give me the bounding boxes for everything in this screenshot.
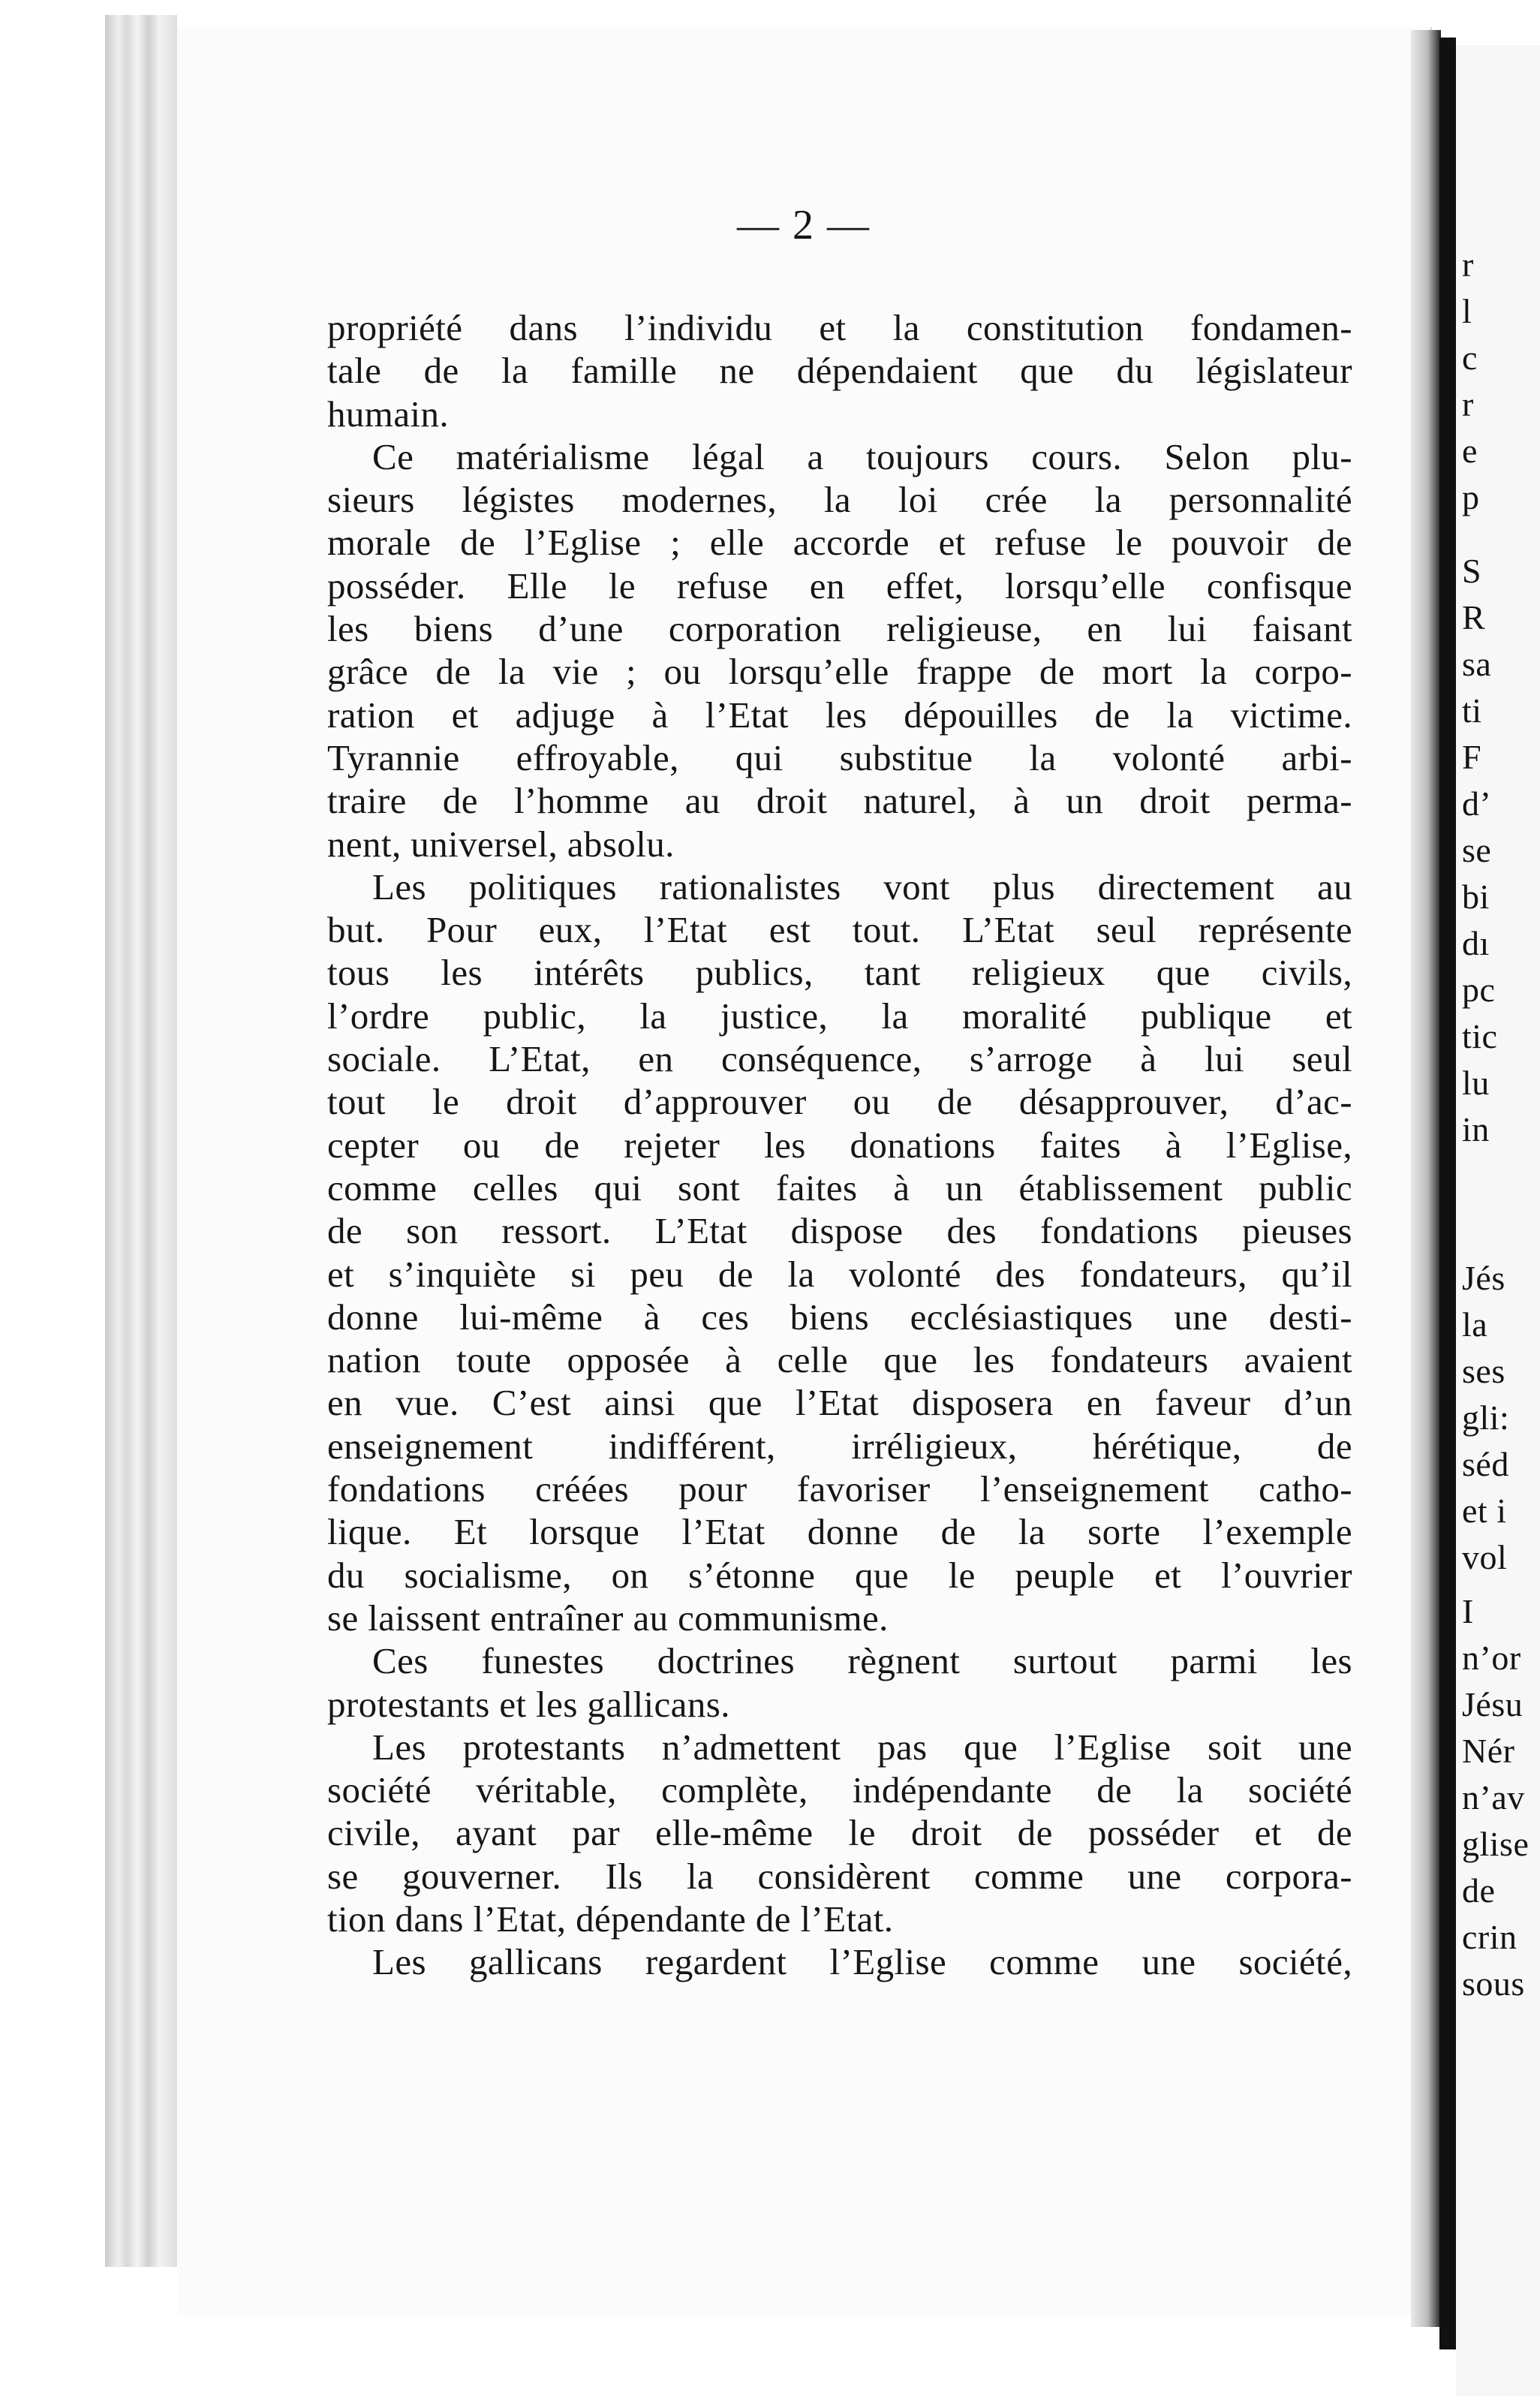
text-line: posséder. Elle le refuse en effet, lorsqu’elle confisque bbox=[327, 564, 1352, 607]
facing-page-fragment: pc bbox=[1462, 971, 1496, 1009]
facing-page-fragment: n’or bbox=[1462, 1639, 1521, 1677]
facing-page-fragment: Jésu bbox=[1462, 1685, 1523, 1723]
text-line: et s’inquiète si peu de la volonté des fondateurs, qu’il bbox=[327, 1253, 1352, 1295]
facing-page-fragment: sous bbox=[1462, 1964, 1525, 2003]
text-line: cepter ou de rejeter les donations faites à l’Eglise, bbox=[327, 1124, 1352, 1166]
facing-page-fragment: crin bbox=[1462, 1918, 1517, 1956]
book-gutter bbox=[1439, 38, 1456, 2349]
text-line: humain. bbox=[327, 393, 450, 435]
facing-page-fragment: gli: bbox=[1462, 1398, 1510, 1437]
text-line: Tyrannie effroyable, qui substitue la volonté arbi- bbox=[327, 736, 1352, 778]
text-line: Ces funestes doctrines règnent surtout parmi les bbox=[372, 1640, 1352, 1682]
text-line: enseignement indifférent, irréligieux, hérétique, de bbox=[327, 1425, 1352, 1467]
facing-page-fragment: R bbox=[1462, 598, 1486, 637]
facing-page-fragment: glise bbox=[1462, 1825, 1529, 1863]
text-line: morale de l’Eglise ; elle accorde et refuse le pouvoir de bbox=[327, 522, 1352, 564]
facing-page-fragment: r bbox=[1462, 245, 1474, 284]
text-line: en vue. C’est ainsi que l’Etat disposera en faveur d’un bbox=[327, 1382, 1352, 1424]
page-fold-shadow bbox=[1411, 30, 1441, 2327]
text-line: protestants et les gallicans. bbox=[327, 1683, 730, 1725]
text-line: tion dans l’Etat, dépendante de l’Etat. bbox=[327, 1898, 894, 1940]
text-line: se gouverner. Ils la considèrent comme une corpora- bbox=[327, 1855, 1352, 1897]
facing-page-fragment: la bbox=[1462, 1305, 1488, 1344]
facing-page-fragment: l bbox=[1462, 292, 1472, 330]
text-line: donne lui-même à ces biens ecclésiastiques une desti- bbox=[327, 1296, 1352, 1338]
facing-page-fragment: e bbox=[1462, 432, 1478, 470]
page-number: — 2 — bbox=[737, 202, 871, 248]
text-line: traire de l’homme au droit naturel, à un droit perma- bbox=[327, 780, 1352, 822]
facing-page-fragment: Nér bbox=[1462, 1732, 1515, 1770]
facing-page-fragment: p bbox=[1462, 478, 1480, 516]
text-line: tous les intérêts publics, tant religieux que civils, bbox=[327, 952, 1352, 994]
text-line: sociale. L’Etat, en conséquence, s’arroge à lui seul bbox=[327, 1038, 1352, 1080]
facing-page-fragment: lu bbox=[1462, 1064, 1490, 1102]
body-text bbox=[327, 306, 1352, 1984]
book-page bbox=[177, 27, 1432, 2316]
page-stack-edge bbox=[105, 15, 177, 2267]
facing-page-fragment: I bbox=[1462, 1592, 1474, 1630]
facing-page-fragment: séd bbox=[1462, 1445, 1509, 1483]
facing-page-fragment: ti bbox=[1462, 691, 1482, 730]
facing-page-fragment: ses bbox=[1462, 1352, 1505, 1390]
text-line: sieurs légistes modernes, la loi crée la personnalité bbox=[327, 479, 1352, 521]
text-line: ration et adjuge à l’Etat les dépouilles de la victime. bbox=[327, 694, 1352, 736]
facing-page-fragment: r bbox=[1462, 385, 1474, 423]
text-line: grâce de la vie ; ou lorsqu’elle frappe de mort la corpo- bbox=[327, 651, 1352, 693]
text-line: Ce matérialisme légal a toujours cours. Selon plu- bbox=[372, 435, 1352, 477]
facing-page-fragment: F bbox=[1462, 738, 1482, 776]
facing-page-fragment: sa bbox=[1462, 645, 1492, 683]
text-line: de son ressort. L’Etat dispose des fondations pieuses bbox=[327, 1210, 1352, 1252]
text-line: se laissent entraîner au communisme. bbox=[327, 1597, 889, 1639]
text-line: tale de la famille ne dépendaient que du législateur bbox=[327, 350, 1352, 392]
facing-page-fragment: n’av bbox=[1462, 1778, 1525, 1817]
facing-page-fragment: c bbox=[1462, 339, 1478, 377]
text-line: Les politiques rationalistes vont plus directement au bbox=[372, 865, 1352, 908]
text-line: Les protestants n’admettent pas que l’Eglise soit une bbox=[372, 1726, 1352, 1768]
facing-page-fragment: dı bbox=[1462, 924, 1490, 962]
facing-page-fragment: vol bbox=[1462, 1538, 1508, 1576]
text-line: nation toute opposée à celle que les fondateurs avaient bbox=[327, 1339, 1352, 1381]
text-line: tout le droit d’approuver ou de désapprouver, d’ac- bbox=[327, 1081, 1352, 1123]
text-line: fondations créées pour favoriser l’enseignement catho- bbox=[327, 1468, 1352, 1510]
facing-page-fragment: tic bbox=[1462, 1017, 1498, 1055]
text-line: Les gallicans regardent l’Eglise comme une société, bbox=[372, 1941, 1352, 1983]
text-line: propriété dans l’individu et la constitution fondamen- bbox=[327, 307, 1352, 348]
facing-page-fragment: in bbox=[1462, 1110, 1490, 1148]
text-line: comme celles qui sont faites à un établissement public bbox=[327, 1166, 1352, 1209]
text-line: nent, universel, absolu. bbox=[327, 823, 675, 865]
facing-page-fragment: de bbox=[1462, 1871, 1496, 1910]
facing-page-fragment: bi bbox=[1462, 877, 1490, 916]
facing-page-fragment: d’ bbox=[1462, 784, 1492, 823]
text-line: l’ordre public, la justice, la moralité publique et bbox=[327, 995, 1352, 1037]
text-line: lique. Et lorsque l’Etat donne de la sorte l’exemple bbox=[327, 1511, 1352, 1553]
text-line: société véritable, complète, indépendante de la société bbox=[327, 1769, 1352, 1811]
facing-page-fragment: et i bbox=[1462, 1491, 1507, 1530]
text-line: civile, ayant par elle-même le droit de posséder et de bbox=[327, 1812, 1352, 1854]
facing-page-fragment: se bbox=[1462, 831, 1492, 869]
text-line: les biens d’une corporation religieuse, en lui faisant bbox=[327, 608, 1352, 650]
facing-page-edge bbox=[1456, 45, 1540, 2396]
text-line: du socialisme, on s’étonne que le peuple et l’ouvrier bbox=[327, 1554, 1352, 1596]
text-line: but. Pour eux, l’Etat est tout. L’Etat seul représente bbox=[327, 909, 1352, 951]
facing-page-fragment: S bbox=[1462, 552, 1482, 590]
facing-page-fragment: Jés bbox=[1462, 1259, 1505, 1297]
